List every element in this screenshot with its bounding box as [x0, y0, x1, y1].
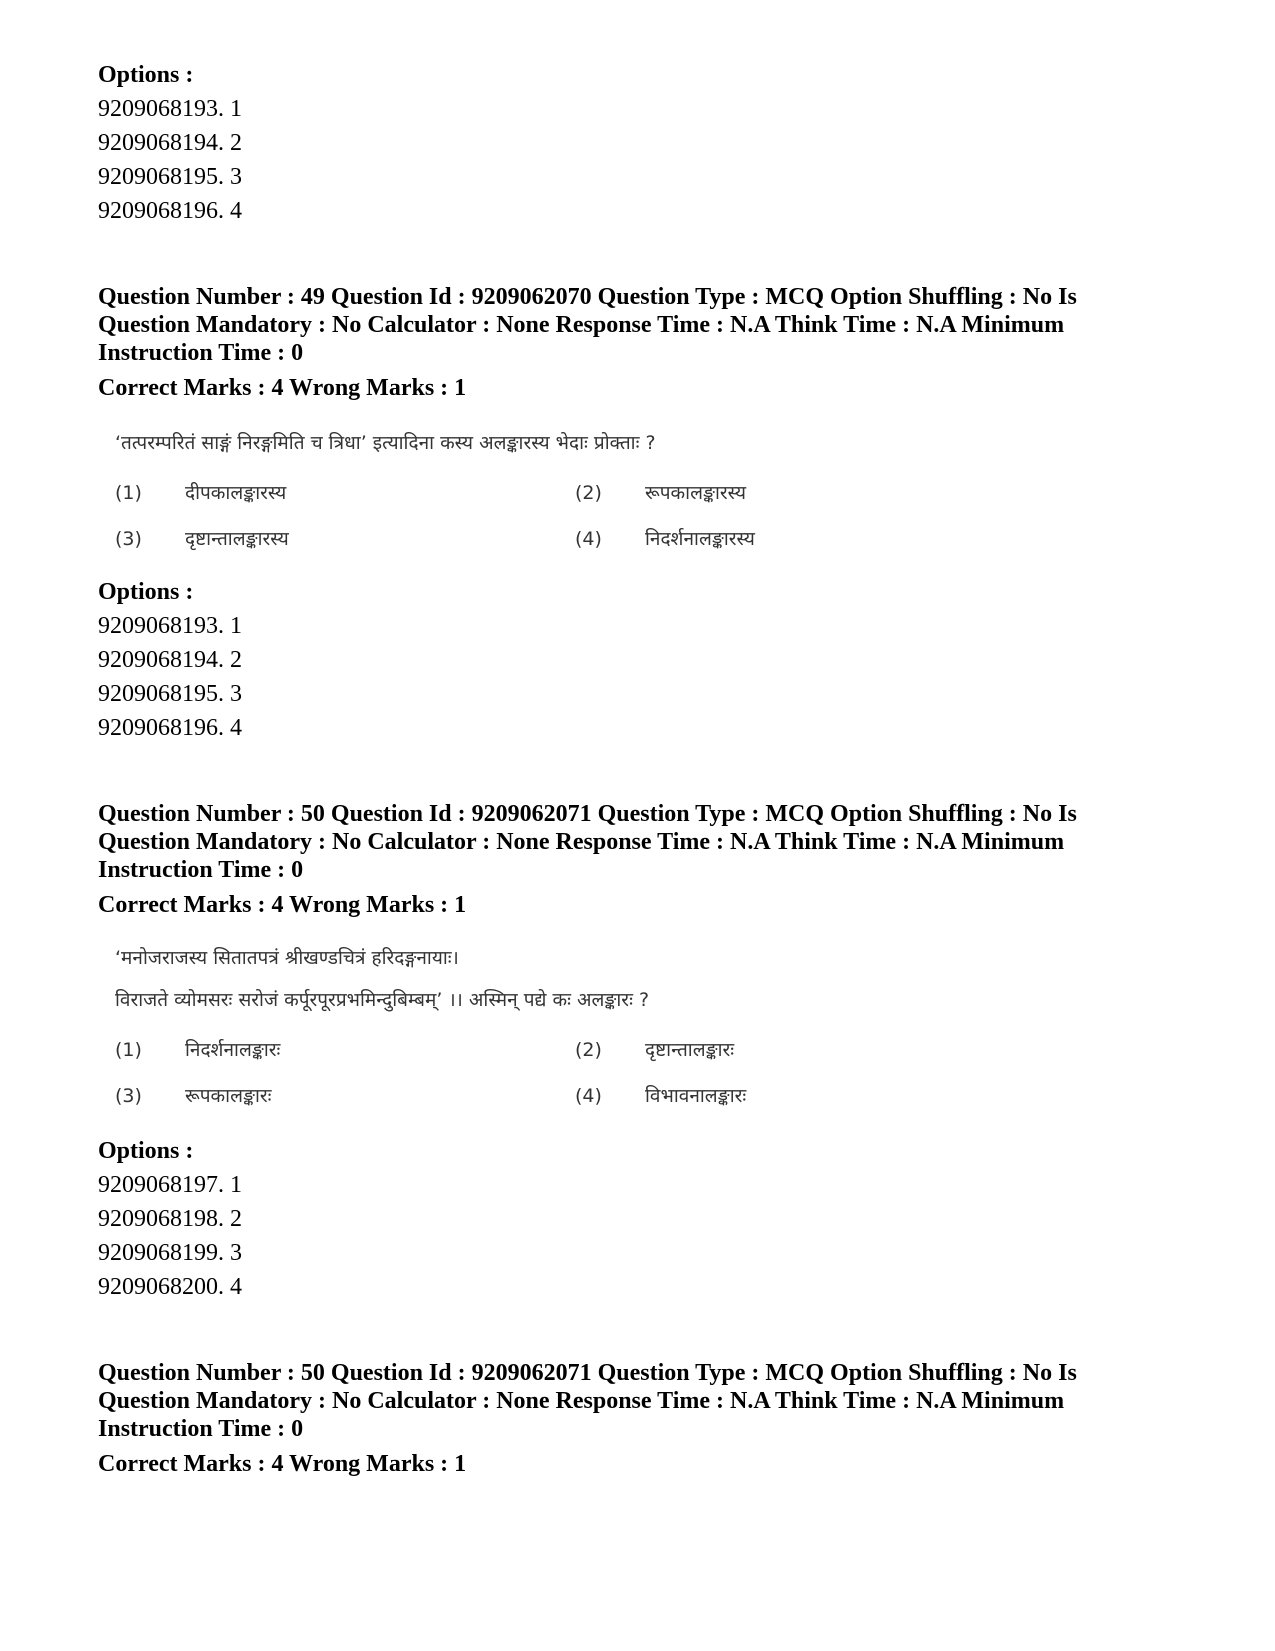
choice-item [575, 521, 1035, 557]
question-header-line: Instruction Time : 0 [98, 857, 304, 883]
choice-item [575, 475, 1035, 511]
choice-text: निदर्शनालङ्कारस्य [645, 528, 755, 550]
choice-number: (4) [575, 1085, 602, 1107]
question-block [98, 800, 1188, 1114]
option-line: 9209068196. 4 [98, 198, 242, 224]
choice-number: (2) [575, 482, 602, 504]
option-line: 9209068197. 1 [98, 1172, 242, 1198]
option-line: 9209068194. 2 [98, 130, 242, 156]
document-page [98, 58, 1188, 1481]
choice-text: दृष्टान्तालङ्कारः [645, 1039, 735, 1061]
options-heading: Options : [98, 1138, 194, 1164]
choice-text: रूपकालङ्कारस्य [645, 482, 747, 504]
choice-item [575, 1078, 1035, 1114]
choice-text: दीपकालङ्कारस्य [185, 482, 287, 504]
options-block [98, 575, 1188, 745]
question-stem: ‘मनोजराजस्य सितातपत्रं श्रीखण्डचित्रं हरिदङ्गनायाः। [115, 947, 459, 969]
option-line: 9209068195. 3 [98, 164, 242, 190]
option-line: 9209068200. 4 [98, 1274, 242, 1300]
choice-item [115, 1032, 575, 1068]
choice-number: (1) [115, 1039, 142, 1061]
question-header-line: Question Mandatory : No Calculator : None Response Time : N.A Think Time : N.A Minimum [98, 829, 1065, 855]
option-line: 9209068196. 4 [98, 715, 242, 741]
question-header-line: Question Mandatory : No Calculator : None Response Time : N.A Think Time : N.A Minimum [98, 1388, 1065, 1414]
choice-text: निदर्शनालङ्कारः [185, 1039, 281, 1061]
choice-number: (3) [115, 528, 142, 550]
option-line: 9209068193. 1 [98, 96, 242, 122]
option-line: 9209068199. 3 [98, 1240, 242, 1266]
choice-text: विभावनालङ्कारः [645, 1085, 747, 1107]
question-content [98, 425, 1188, 557]
choice-number: (3) [115, 1085, 142, 1107]
options-heading: Options : [98, 579, 194, 605]
question-stem: ‘तत्परम्परितं साङ्गं निरङ्गमिति च त्रिधा’ इत्यादिना कस्य अलङ्कारस्य भेदाः प्रोक्ताः ? [115, 432, 656, 454]
options-block [98, 1134, 1188, 1304]
choice-text: रूपकालङ्कारः [185, 1085, 272, 1107]
marks-line: Correct Marks : 4 Wrong Marks : 1 [98, 375, 467, 401]
choice-item [115, 521, 575, 557]
choice-number: (4) [575, 528, 602, 550]
question-header-line: Question Number : 49 Question Id : 9209062070 Question Type : MCQ Option Shuffling : No Is [98, 284, 1077, 310]
question-stem: विराजते व्योमसरः सरोजं कर्पूरपूरप्रभमिन्दुबिम्बम्’ ।। अस्मिन् पद्ये कः अलङ्कारः ? [115, 989, 650, 1011]
question-block [98, 1359, 1188, 1481]
question-block [98, 283, 1188, 557]
choice-item [115, 1078, 575, 1114]
choice-grid [115, 1032, 1188, 1114]
question-header-line: Question Number : 50 Question Id : 9209062071 Question Type : MCQ Option Shuffling : No Is [98, 1360, 1077, 1386]
question-header-line: Instruction Time : 0 [98, 1416, 304, 1442]
question-content [98, 940, 1188, 1114]
choice-number: (2) [575, 1039, 602, 1061]
option-line: 9209068195. 3 [98, 681, 242, 707]
marks-line: Correct Marks : 4 Wrong Marks : 1 [98, 892, 467, 918]
question-header-line: Instruction Time : 0 [98, 340, 304, 366]
choice-item [575, 1032, 1035, 1068]
choice-text: दृष्टान्तालङ्कारस्य [185, 528, 289, 550]
question-header-line: Question Number : 50 Question Id : 9209062071 Question Type : MCQ Option Shuffling : No Is [98, 801, 1077, 827]
marks-line: Correct Marks : 4 Wrong Marks : 1 [98, 1451, 467, 1477]
choice-grid [115, 475, 1188, 557]
choice-number: (1) [115, 482, 142, 504]
options-heading: Options : [98, 62, 194, 88]
options-block [98, 58, 1188, 228]
question-header-line: Question Mandatory : No Calculator : None Response Time : N.A Think Time : N.A Minimum [98, 312, 1065, 338]
choice-item [115, 475, 575, 511]
option-line: 9209068193. 1 [98, 613, 242, 639]
option-line: 9209068198. 2 [98, 1206, 242, 1232]
option-line: 9209068194. 2 [98, 647, 242, 673]
